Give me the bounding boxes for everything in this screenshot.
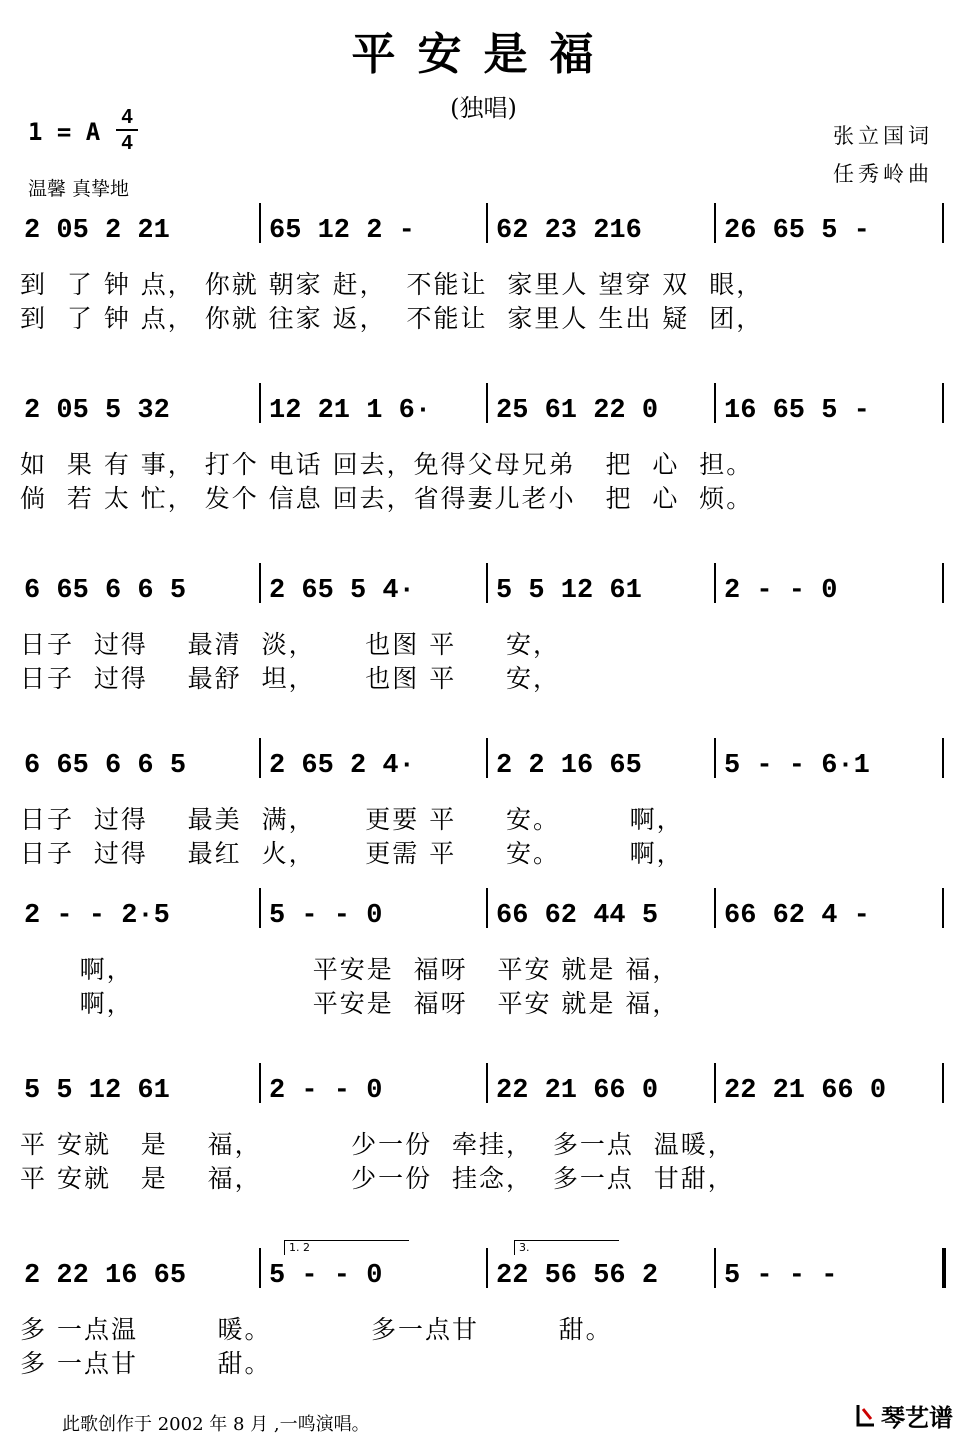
lyric-line-1: 平 安就 是 福， 少一份 牵挂， 多一点 温暖， (20, 1130, 735, 1159)
score-system (14, 1055, 954, 1205)
barline (714, 203, 716, 243)
measure-notes: 66 62 4 - (724, 901, 870, 931)
barline (714, 888, 716, 928)
measure-notes: 2 - - 0 (724, 576, 838, 606)
lyric-line-2: 平 安就 是 福， 少一份 挂念， 多一点 甘甜， (20, 1164, 735, 1193)
barline (259, 1063, 261, 1103)
score-system (14, 880, 954, 1030)
barline (259, 203, 261, 243)
barline (714, 563, 716, 603)
measure-notes: 5 - - 0 (269, 1261, 383, 1291)
measure-notes: 65 12 2 - (269, 216, 415, 246)
time-signature-top: 4 (121, 106, 133, 128)
measure-notes: 2 - - 2·5 (24, 901, 170, 931)
measure-notes: 5 5 12 61 (496, 576, 642, 606)
measure-notes: 5 - - 6·1 (724, 751, 870, 781)
lyric-line-1: 多 一点温 暖。 多一点甘 甜。 (20, 1315, 613, 1344)
measure-notes: 2 05 2 21 (24, 216, 170, 246)
score-system (14, 555, 954, 705)
staff-line (14, 888, 954, 944)
measure-notes: 22 21 66 0 (724, 1076, 887, 1106)
barline (486, 738, 488, 778)
tempo-marking: 温馨 真挚地 (28, 178, 130, 200)
measure-notes: 6 65 6 6 5 (24, 576, 187, 606)
lyric-line-1: 日子 过得 最清 淡， 也图 平 安， (20, 630, 560, 659)
barline (942, 563, 944, 603)
logo-text: 琴艺谱 (881, 1404, 953, 1432)
barline (714, 1248, 716, 1288)
site-logo (855, 1398, 953, 1433)
measure-notes: 66 62 44 5 (496, 901, 659, 931)
lyric-line-2: 多 一点甘 甜。 (20, 1349, 272, 1378)
barline (486, 888, 488, 928)
measure-notes: 22 21 66 0 (496, 1076, 659, 1106)
measure-notes: 6 65 6 6 5 (24, 751, 187, 781)
barline (714, 1063, 716, 1103)
measure-notes: 2 05 5 32 (24, 396, 170, 426)
page-title: 平安是福 (351, 29, 616, 80)
barline (259, 563, 261, 603)
measure-notes: 62 23 216 (496, 216, 642, 246)
staff-line (14, 1063, 954, 1119)
barline (486, 383, 488, 423)
barline (486, 203, 488, 243)
lyric-line-1: 日子 过得 最美 满， 更要 平 安。 啊， (20, 805, 684, 834)
barline (942, 1248, 946, 1288)
barline (942, 738, 944, 778)
staff-line (14, 203, 954, 259)
barline (259, 383, 261, 423)
measure-notes: 25 61 22 0 (496, 396, 659, 426)
lyric-line-1: 到 了 钟 点， 你就 朝家 赶， 不能让 家里人 望穿 双 眼， (20, 270, 764, 299)
lyric-line-2: 日子 过得 最红 火， 更需 平 安。 啊， (20, 839, 684, 868)
measure-notes: 5 - - 0 (269, 901, 383, 931)
barline (714, 383, 716, 423)
lyric-line-1: 啊， 平安是 福呀 平安 就是 福， (20, 955, 680, 984)
volta-bracket-2: 3. (514, 1240, 619, 1255)
measure-notes: 26 65 5 - (724, 216, 870, 246)
score-system (14, 730, 954, 880)
barline (486, 563, 488, 603)
staff-line (14, 563, 954, 619)
logo-icon (855, 1403, 877, 1429)
lyric-line-2: 日子 过得 最舒 坦， 也图 平 安， (20, 664, 560, 693)
measure-notes: 2 65 5 4· (269, 576, 415, 606)
barline (259, 888, 261, 928)
composer: 任秀岭曲 (833, 162, 933, 186)
lyric-line-2: 倘 若 太 忙， 发个 信息 回去，省得妻儿老小 把 心 烦。 (20, 484, 754, 513)
volta-bracket-1: 1. 2 (284, 1240, 409, 1255)
barline (942, 1063, 944, 1103)
barline (714, 738, 716, 778)
staff-line (14, 1248, 954, 1304)
lyric-line-2: 啊， 平安是 福呀 平安 就是 福， (20, 989, 680, 1018)
key-signature: 1 = A (28, 118, 101, 146)
barline (259, 738, 261, 778)
score-system (14, 195, 954, 345)
staff-line (14, 383, 954, 439)
measure-notes: 2 22 16 65 (24, 1261, 187, 1291)
footnote: 此歌创作于 2002 年 8 月 ,一鸣演唱。 (62, 1414, 370, 1435)
measure-notes: 16 65 5 - (724, 396, 870, 426)
time-signature-bottom: 4 (121, 132, 133, 154)
lyric-line-2: 到 了 钟 点， 你就 往家 返， 不能让 家里人 生出 疑 团， (20, 304, 764, 333)
lyricist: 张立国词 (833, 124, 933, 148)
measure-notes: 22 56 56 2 (496, 1261, 659, 1291)
lyric-line-1: 如 果 有 事， 打个 电话 回去，免得父母兄弟 把 心 担。 (20, 450, 754, 479)
barline (942, 888, 944, 928)
measure-notes: 5 5 12 61 (24, 1076, 170, 1106)
time-signature (116, 106, 138, 154)
subtitle: (独唱) (450, 94, 517, 122)
measure-notes: 2 - - 0 (269, 1076, 383, 1106)
measure-notes: 12 21 1 6· (269, 396, 432, 426)
barline (486, 1063, 488, 1103)
barline (486, 1248, 488, 1288)
barline (259, 1248, 261, 1288)
measure-notes: 2 65 2 4· (269, 751, 415, 781)
staff-line (14, 738, 954, 794)
score-system (14, 1240, 954, 1390)
barline (942, 383, 944, 423)
barline (942, 203, 944, 243)
score-system (14, 375, 954, 525)
measure-notes: 2 2 16 65 (496, 751, 642, 781)
measure-notes: 5 - - - (724, 1261, 838, 1291)
